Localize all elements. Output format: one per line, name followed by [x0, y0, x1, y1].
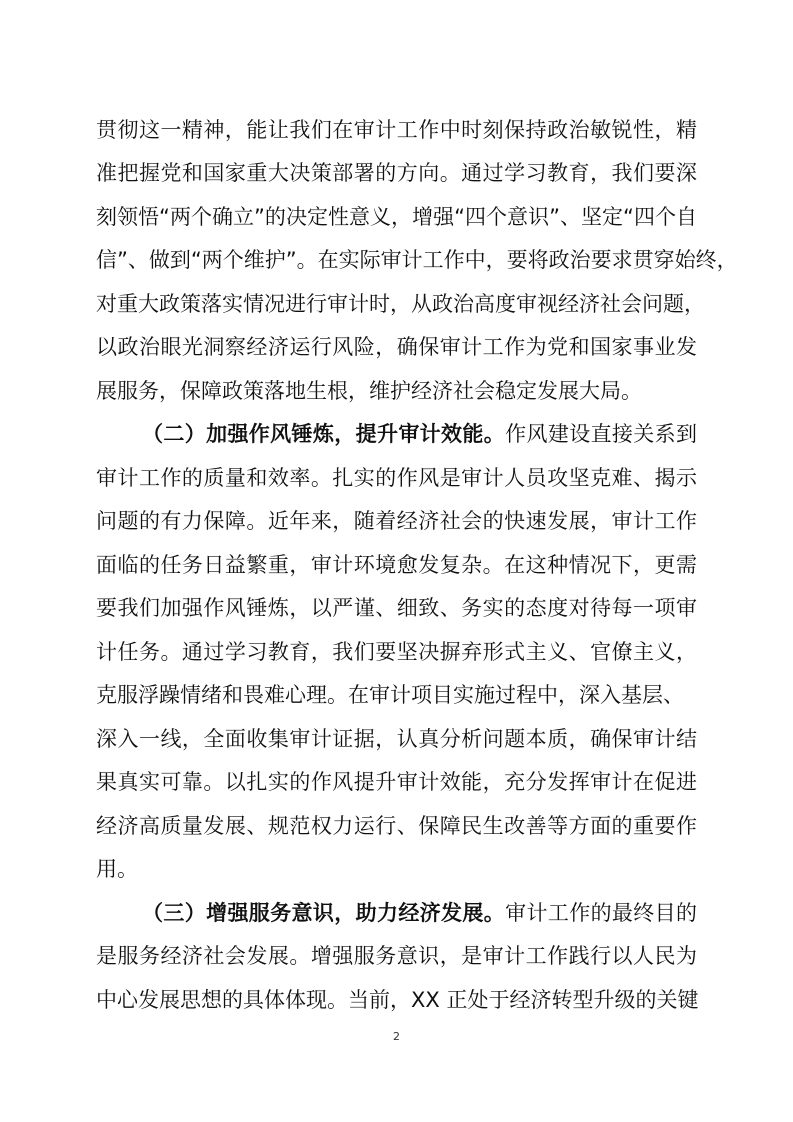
text-line: 贯彻这一精神，能让我们在审计工作中时刻保持政治敏锐性，精: [96, 118, 697, 142]
text-line: 以政治眼光洞察经济运行风险，确保审计工作为党和国家事业发: [96, 335, 697, 359]
text-line: 中心发展思想的具体体现。当前，XX 正处于经济转型升级的关键: [96, 988, 699, 1012]
text-run: 审计工作的最终目的: [505, 901, 698, 925]
text-line: 经济高质量发展、规范权力运行、保障民生改善等方面的重要作: [96, 814, 697, 838]
text-run: 作风建设直接关系到: [505, 422, 698, 446]
text-line: 准把握党和国家重大决策部署的方向。通过学习教育，我们要深: [96, 161, 697, 185]
text-line: 面临的任务日益繁重，审计环境愈发复杂。在这种情况下，更需: [96, 553, 697, 577]
text-line: 信”、做到“两个维护”。在实际审计工作中，要将政治要求贯穿始终，: [96, 248, 738, 272]
section-heading: （二）加强作风锤炼，提升审计效能。: [142, 422, 506, 446]
section-heading-line: [142, 898, 697, 928]
text-line: 展服务，保障政策落地生根，维护经济社会稳定发展大局。: [96, 379, 642, 403]
text-line: 果真实可靠。以扎实的作风提升审计效能，充分发挥审计在促进: [96, 770, 697, 794]
text-line: 审计工作的质量和效率。扎实的作风是审计人员攻坚克难、揭示: [96, 466, 697, 490]
text-line: 刻领悟“两个确立”的决定性意义，增强“四个意识”、坚定“四个自: [96, 205, 697, 229]
text-line: 克服浮躁情绪和畏难心理。在审计项目实施过程中，深入基层、: [96, 683, 684, 707]
text-line: 问题的有力保障。近年来，随着经济社会的快速发展，审计工作: [96, 509, 697, 533]
text-line: 深入一线，全面收集审计证据，认真分析问题本质，确保审计结: [96, 727, 697, 751]
section-heading-line: [142, 419, 697, 449]
page-number: 2: [393, 1030, 400, 1043]
text-line: 是服务经济社会发展。增强服务意识，是审计工作践行以人民为: [96, 944, 697, 968]
text-line: 要我们加强作风锤炼，以严谨、细致、务实的态度对待每一项审: [96, 596, 697, 620]
text-line: 计任务。通过学习教育，我们要坚决摒弃形式主义、官僚主义，: [96, 640, 697, 664]
text-line: 用。: [96, 857, 138, 881]
section-heading: （三）增强服务意识，助力经济发展。: [142, 901, 506, 925]
text-line: 对重大政策落实情况进行审计时，从政治高度审视经济社会问题，: [96, 292, 705, 316]
